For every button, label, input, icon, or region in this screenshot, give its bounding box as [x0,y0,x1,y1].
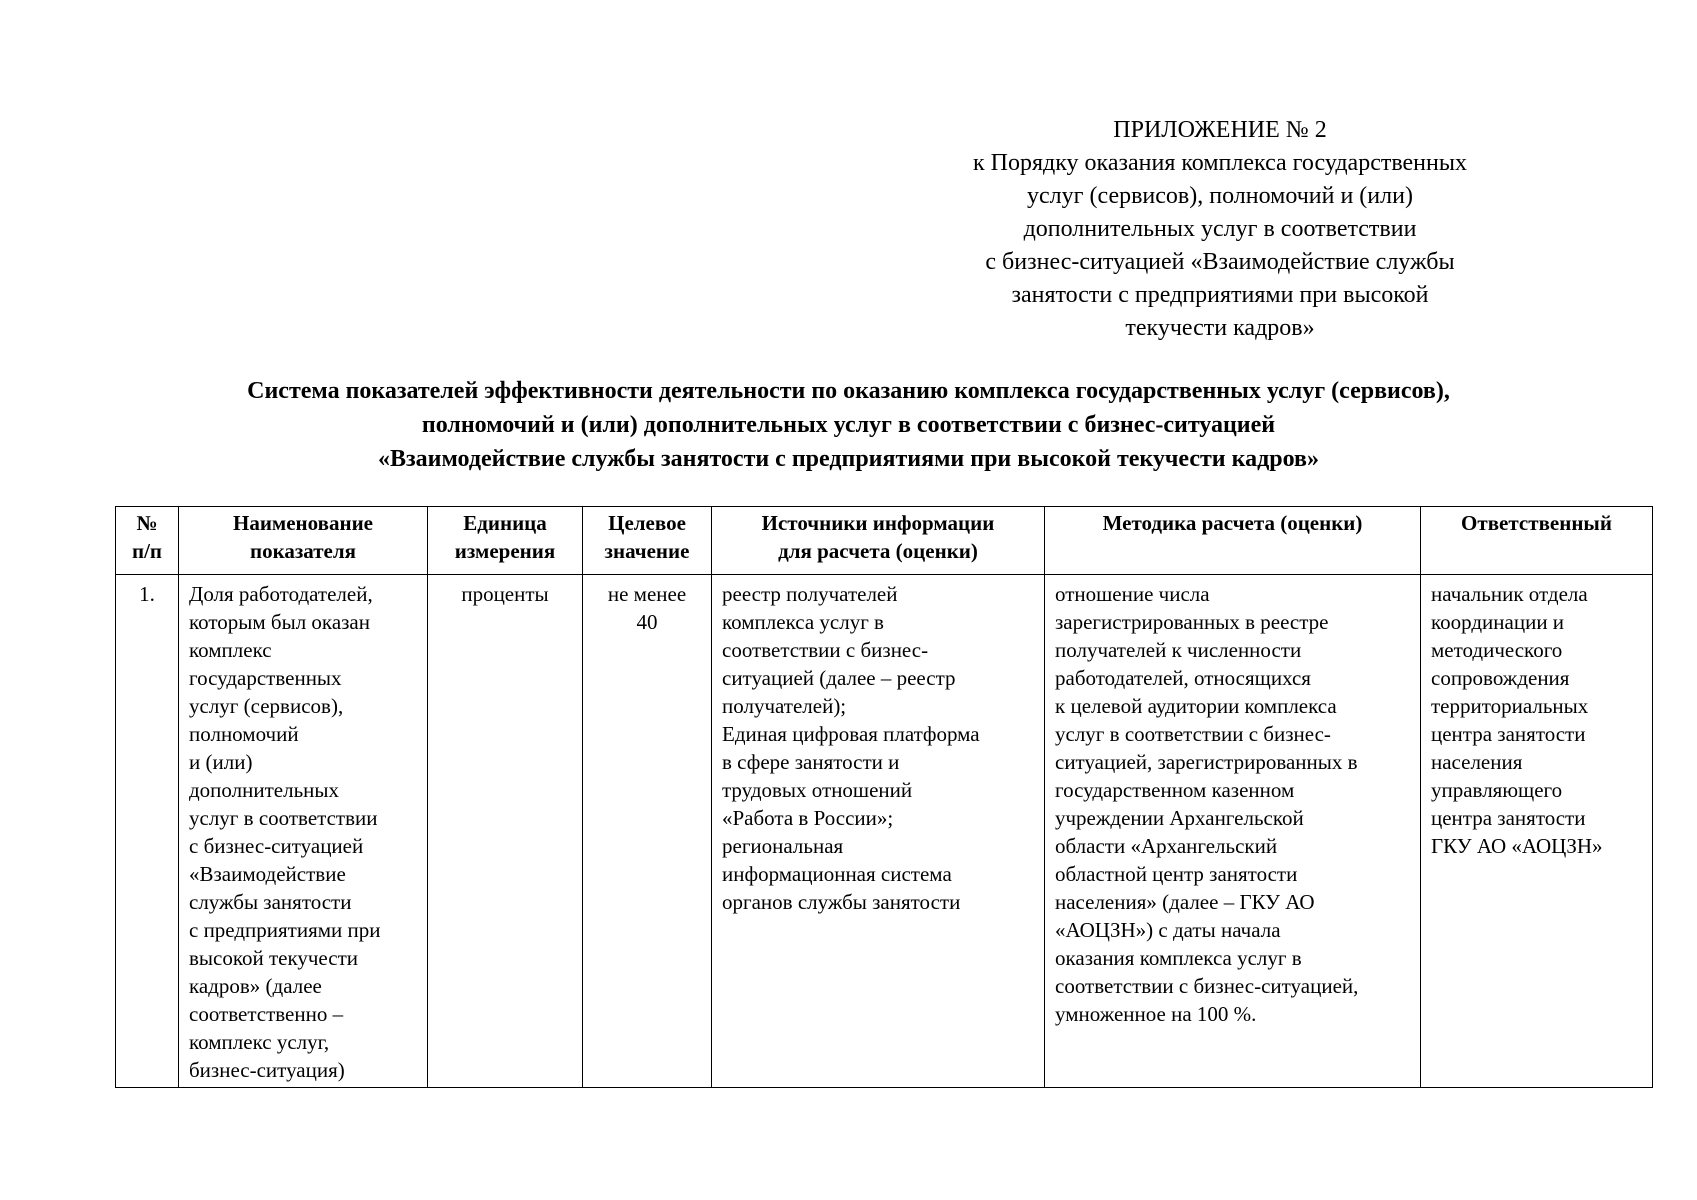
cell-text-line: Ответственный [1461,511,1612,535]
cell-text-line: получателей); [722,694,847,718]
cell-text-line: значение [604,539,690,563]
cell-text-line: территориальных [1431,694,1589,718]
table-header-row [116,507,1653,575]
cell-text-line: «Взаимодействие [189,862,346,886]
cell-text-line: населения [1431,750,1523,774]
cell-calculation-method [1045,575,1421,1088]
cell-text-line: населения» (далее – ГКУ АО [1055,890,1315,914]
cell-text-line: Наименование [233,511,373,535]
document-title-line: «Взаимодействие службы занятости с предприятиями при высокой текучести кадров» [378,446,1319,472]
cell-text-line: службы занятости [189,890,352,914]
cell-text-line: к целевой аудитории комплекса [1055,694,1337,718]
document-title [40,374,1657,476]
cell-text-line: трудовых отношений [722,778,913,802]
cell-text-line: Единица [463,511,547,535]
cell-text-line: кадров» (далее [189,974,322,998]
cell-text-line: государственных [189,666,342,690]
appendix-line: услуг (сервисов), полномочий и (или) [1027,183,1413,209]
cell-text-line: дополнительных [189,778,340,802]
cell-text-line: центра занятости [1431,806,1586,830]
cell-text-line: для расчета (оценки) [778,539,978,563]
cell-text-line: ГКУ АО «АОЦЗН» [1431,834,1603,858]
header-target-value [583,507,712,575]
cell-number [116,575,179,1088]
appendix-line: ПРИЛОЖЕНИЕ № 2 [1113,117,1327,143]
cell-text-line: государственном казенном [1055,778,1295,802]
cell-text-line: «АОЦЗН») с даты начала [1055,918,1281,942]
cell-text-line: учреждении Архангельской [1055,806,1304,830]
cell-text-line: № [136,511,158,535]
cell-text-line: с предприятиями при [189,918,381,942]
cell-text-line: области «Архангельский [1055,834,1278,858]
cell-text-line: координации и [1431,610,1565,634]
appendix-line: текучести кадров» [1125,315,1315,341]
cell-text-line: областной центр занятости [1055,862,1298,886]
cell-text-line: полномочий [189,722,299,746]
cell-text-line: услуг (сервисов), [189,694,344,718]
cell-text-line: с бизнес-ситуацией [189,834,364,858]
header-calculation-method [1045,507,1421,575]
cell-text-line: оказания комплекса услуг в [1055,946,1302,970]
cell-text-line: зарегистрированных в реестре [1055,610,1329,634]
cell-text-line: услуг в соответствии [189,806,378,830]
cell-text-line: п/п [131,539,163,563]
cell-text-line: бизнес-ситуация) [189,1058,345,1082]
header-unit [428,507,583,575]
cell-text-line: и (или) [189,750,253,774]
document-title-line: Система показателей эффективности деятельности по оказанию комплекса государственных услуг (сервисов), [247,378,1450,404]
header-info-sources [712,507,1045,575]
appendix-line: занятости с предприятиями при высокой [1011,282,1429,308]
table-row [116,575,1653,1088]
cell-text-line: Доля работодателей, [189,582,373,606]
document-title-line: полномочий и (или) дополнительных услуг в соответствии с бизнес-ситуацией [421,412,1276,438]
cell-unit [428,575,583,1088]
cell-text-line: начальник отдела [1431,582,1588,606]
cell-text-line: Методика расчета (оценки) [1102,511,1363,535]
cell-text-line: Источники информации [761,511,995,535]
cell-text-line: которым был оказан [189,610,370,634]
cell-text-line: проценты [461,582,549,606]
cell-text-line: услуг в соответствии с бизнес- [1055,722,1331,746]
cell-indicator-name [179,575,428,1088]
cell-text-line: «Работа в России»; [722,806,894,830]
cell-target-value [583,575,712,1088]
cell-text-line: комплекс [189,638,272,662]
appendix-line: дополнительных услуг в соответствии [1023,216,1417,242]
appendix-line: с бизнес-ситуацией «Взаимодействие службы [985,249,1455,275]
cell-text-line: получателей к численности [1055,638,1302,662]
cell-text-line: управляющего [1431,778,1563,802]
cell-text-line: не менее [607,582,687,606]
cell-text-line: Целевое [608,511,686,535]
cell-text-line: Единая цифровая платформа [722,722,980,746]
cell-text-line: умноженное на 100 %. [1055,1002,1257,1026]
cell-text-line: отношение числа [1055,582,1210,606]
cell-text-line: комплекса услуг в [722,610,884,634]
cell-responsible [1421,575,1653,1088]
cell-text-line: соответствии с бизнес-ситуацией, [1055,974,1359,998]
cell-text-line: сопровождения [1431,666,1570,690]
cell-text-line: в сфере занятости и [722,750,900,774]
cell-text-line: высокой текучести [189,946,359,970]
cell-text-line: ситуацией (далее – реестр [722,666,956,690]
header-number [116,507,179,575]
cell-text-line: комплекс услуг, [189,1030,330,1054]
cell-text-line: 1. [139,582,155,606]
header-indicator-name [179,507,428,575]
cell-text-line: соответствии с бизнес- [722,638,929,662]
indicators-table [115,506,1653,1088]
appendix-header [940,114,1500,345]
cell-text-line: центра занятости [1431,722,1586,746]
cell-text-line: работодателей, относящихся [1055,666,1311,690]
cell-text-line: информационная система [722,862,952,886]
cell-text-line: ситуацией, зарегистрированных в [1055,750,1358,774]
cell-text-line: региональная [722,834,844,858]
cell-text-line: показателя [249,539,357,563]
cell-text-line: 40 [636,610,658,634]
cell-text-line: соответственно – [189,1002,344,1026]
cell-info-sources [712,575,1045,1088]
header-responsible [1421,507,1653,575]
cell-text-line: органов службы занятости [722,890,961,914]
cell-text-line: методического [1431,638,1563,662]
cell-text-line: измерения [454,539,556,563]
cell-text-line: реестр получателей [722,582,898,606]
appendix-line: к Порядку оказания комплекса государственных [972,150,1467,176]
